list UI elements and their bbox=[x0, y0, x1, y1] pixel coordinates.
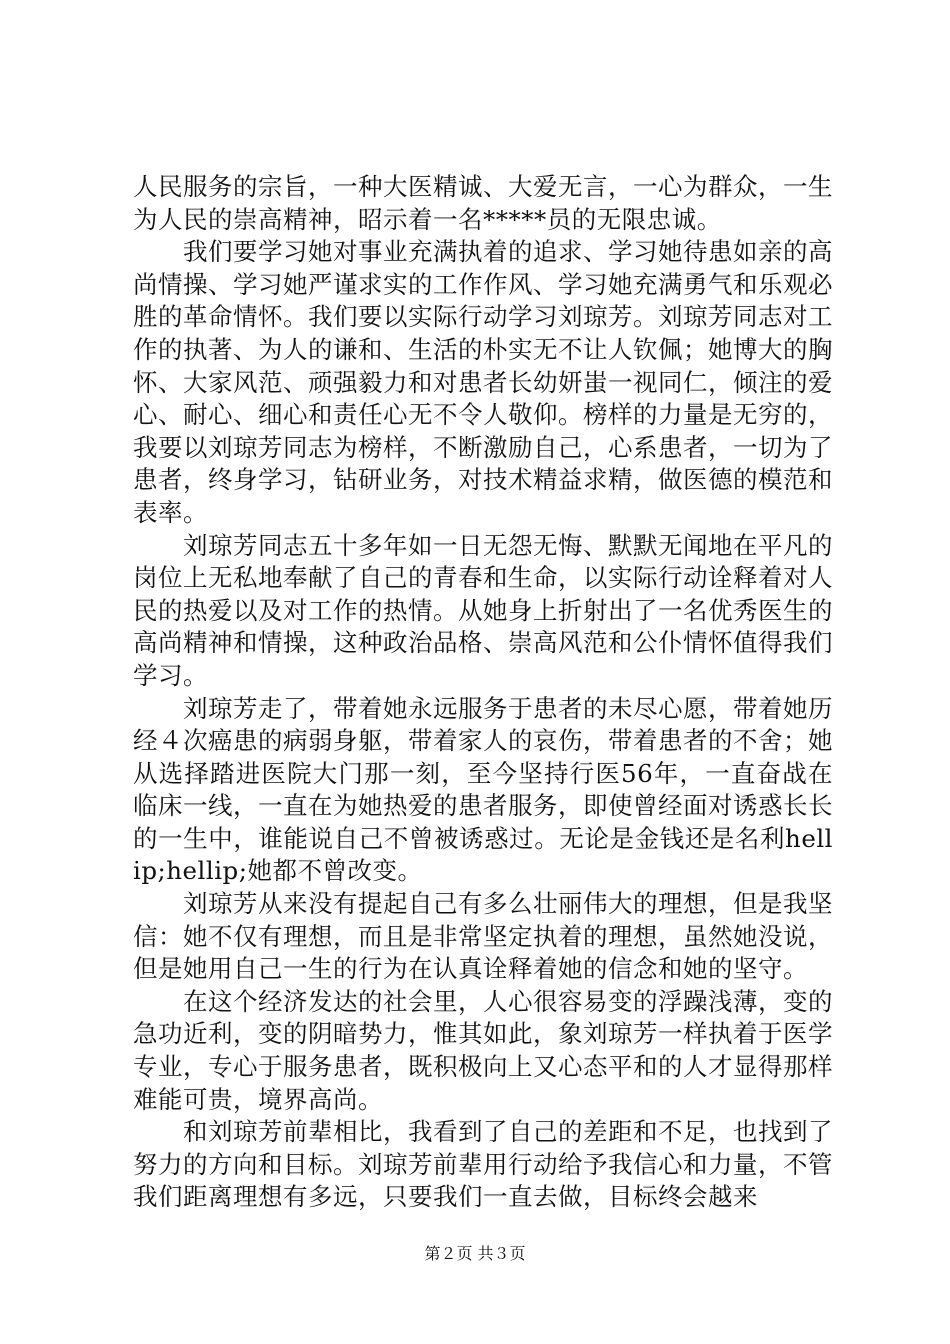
paragraph-society: 在这个经济发达的社会里，人心很容易变的浮躁浅薄，变的急功近利，变的阴暗势力，惟其如此，象刘琼芳一样执着于医学专业，专心于服务患者，既积极向上又心态平和的人才显得那样难能可贵，境界高尚。 bbox=[133, 986, 833, 1114]
paragraph-dedication: 刘琼芳同志五十多年如一日无怨无悔、默默无闻地在平凡的岗位上无私地奉献了自己的青春和生命，以实际行动诠释着对人民的热爱以及对工作的热情。从她身上折射出了一名优秀医生的高尚精神和情操，这种政治品格、崇高风范和公仆情怀值得我们学习。 bbox=[133, 530, 833, 690]
paragraph-learning: 我们要学习她对事业充满执着的追求、学习她待患如亲的高尚情操、学习她严谨求实的工作作风、学习她充满勇气和乐观必胜的革命情怀。我们要以实际行动学习刘琼芳。刘琼芳同志对工作的执著、为人的谦和、生活的朴实无不让人钦佩；她博大的胸怀、大家风范、顽强毅力和对患者长幼妍蚩一视同仁，倾注的爱心、耐心、细心和责任心无不令人敬仰。榜样的力量是无穷的，我要以刘琼芳同志为榜样，不断激励自己，心系患者，一切为了患者，终身学习，钻研业务，对技术精益求精，做医德的模范和表率。 bbox=[133, 237, 833, 527]
paragraph-reflection: 和刘琼芳前辈相比，我看到了自己的差距和不足，也找到了努力的方向和目标。刘琼芳前辈用行动给予我信心和力量，不管我们距离理想有多远，只要我们一直去做，目标终会越来 bbox=[133, 1117, 833, 1212]
paragraph-continuation: 人民服务的宗旨，一种大医精诚、大爱无言，一心为群众，一生为人民的崇高精神，昭示着一名*****员的无限忠诚。 bbox=[133, 172, 833, 234]
page-footer: 第２页 共３页 bbox=[424, 1244, 526, 1263]
body-text bbox=[133, 171, 833, 1214]
paragraph-passing: 刘琼芳走了，带着她永远服务于患者的未尽心愿，带着她历经４次癌患的病弱身躯，带着家人的哀伤，带着患者的不舍；她从选择踏进医院大门那一刻，至今坚持行医56年，一直奋战在临床一线，一直在为她热爱的患者服务，即使曾经面对诱惑长长的一生中，谁能说自己不曾被诱惑过。无论是金钱还是名利hellip;hellip;她都不曾改变。 bbox=[133, 693, 833, 886]
paragraph-ideals: 刘琼芳从来没有提起自己有多么壮丽伟大的理想，但是我坚信：她不仅有理想，而且是非常坚定执着的理想，虽然她没说，但是她用自己一生的行为在认真诠释着她的信念和她的坚守。 bbox=[133, 889, 833, 984]
